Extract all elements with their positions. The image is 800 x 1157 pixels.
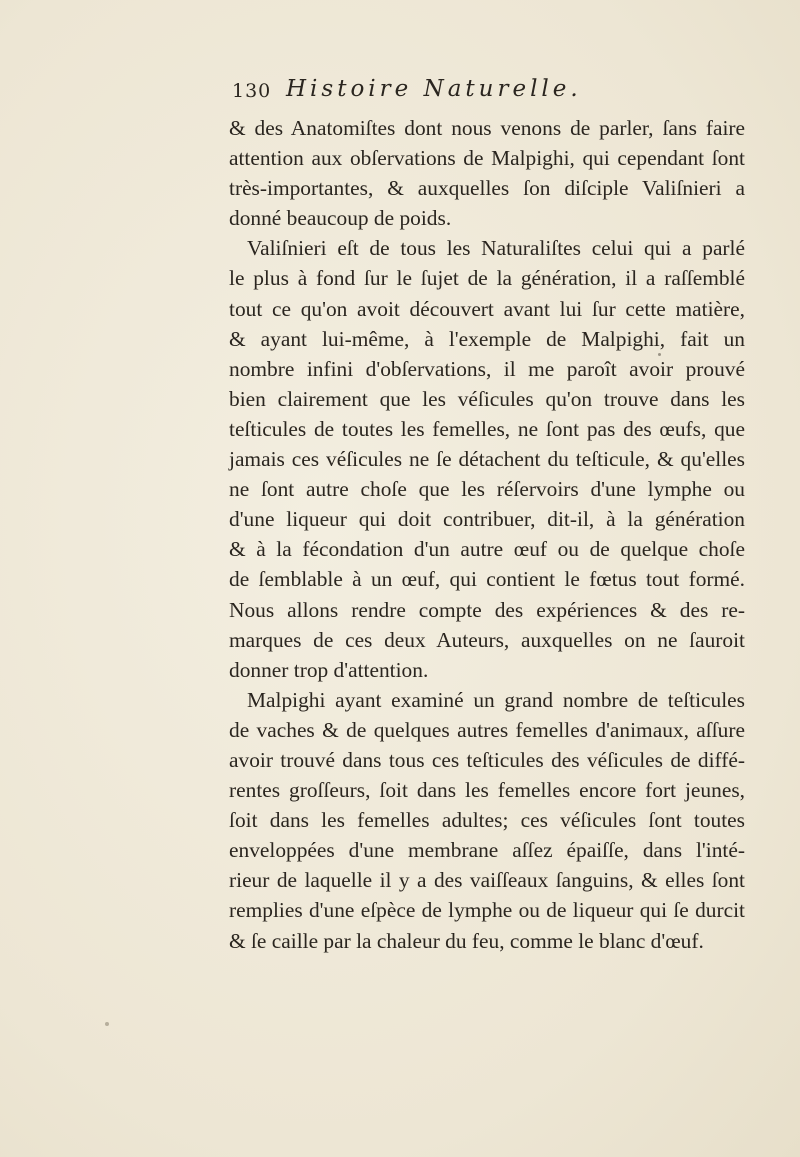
text-line: de ſemblable à un œuf, qui contient le fœtus tout formé.: [229, 567, 745, 592]
paper-speck: [658, 353, 661, 356]
running-title: Histoire Naturelle.: [286, 76, 582, 102]
text-line: nombre infini d'obſervations, il me paroît avoir prouvé: [229, 356, 745, 381]
text-line: & ayant lui-même, à l'exemple de Malpighi, fait un: [229, 326, 745, 351]
text-line: jamais ces véſicules ne ſe détachent du teſticule, & qu'elles: [229, 447, 745, 472]
text-line: d'une liqueur qui doit contribuer, dit-il, à la génération: [229, 507, 745, 532]
text-line: marques de ces deux Auteurs, auxquelles on ne ſauroit: [229, 627, 745, 652]
text-line: très-importantes, & auxquelles ſon diſciple Valiſnieri a: [229, 176, 745, 201]
text-line: rentes groſſeurs, ſoit dans les femelles encore fort jeunes,: [229, 778, 745, 803]
text-line: & ſe caille par la chaleur du feu, comme le blanc d'œuf.: [229, 928, 704, 953]
text-line: enveloppées d'une membrane aſſez épaiſſe, dans l'inté-: [229, 838, 745, 863]
text-line: tout ce qu'on avoit découvert avant lui ſur cette matière,: [229, 296, 745, 321]
text-line: remplies d'une eſpèce de lymphe ou de liqueur qui ſe durcit: [229, 898, 745, 923]
text-line: donné beaucoup de poids.: [229, 206, 452, 231]
text-line: ſoit dans les femelles adultes; ces véſicules ſont toutes: [229, 808, 745, 833]
text-line: bien clairement que les véſicules qu'on trouve dans les: [229, 386, 745, 411]
text-line: le plus à fond ſur le ſujet de la génération, il a raſſemblé: [229, 266, 745, 291]
paper-speck: [105, 1022, 109, 1026]
page-header: [232, 76, 652, 110]
text-line: rieur de laquelle il y a des vaiſſeaux ſanguins, & elles ſont: [229, 868, 745, 893]
text-line: Malpighi ayant examiné un grand nombre de teſticules: [247, 687, 745, 712]
text-line: de vaches & de quelques autres femelles d'animaux, aſſure: [229, 717, 745, 742]
text-line: Nous allons rendre compte des expériences & des re-: [229, 597, 745, 622]
body-text: [229, 113, 745, 956]
text-line: & à la fécondation d'un autre œuf ou de quelque choſe: [229, 537, 745, 562]
text-line: teſticules de toutes les femelles, ne ſont pas des œufs, que: [229, 416, 745, 441]
text-line: & des Anatomiſtes dont nous venons de parler, ſans faire: [229, 116, 745, 140]
text-line: ne ſont autre choſe que les réſervoirs d'une lymphe ou: [229, 477, 745, 502]
text-line: avoir trouvé dans tous ces teſticules des véſicules de diffé-: [229, 747, 745, 772]
text-line: attention aux obſervations de Malpighi, qui cependant ſont: [229, 146, 745, 171]
text-line: Valiſnieri eſt de tous les Naturaliſtes celui qui a parlé: [247, 236, 745, 261]
text-line: donner trop d'attention.: [229, 657, 429, 682]
page-number: 130: [232, 80, 272, 102]
